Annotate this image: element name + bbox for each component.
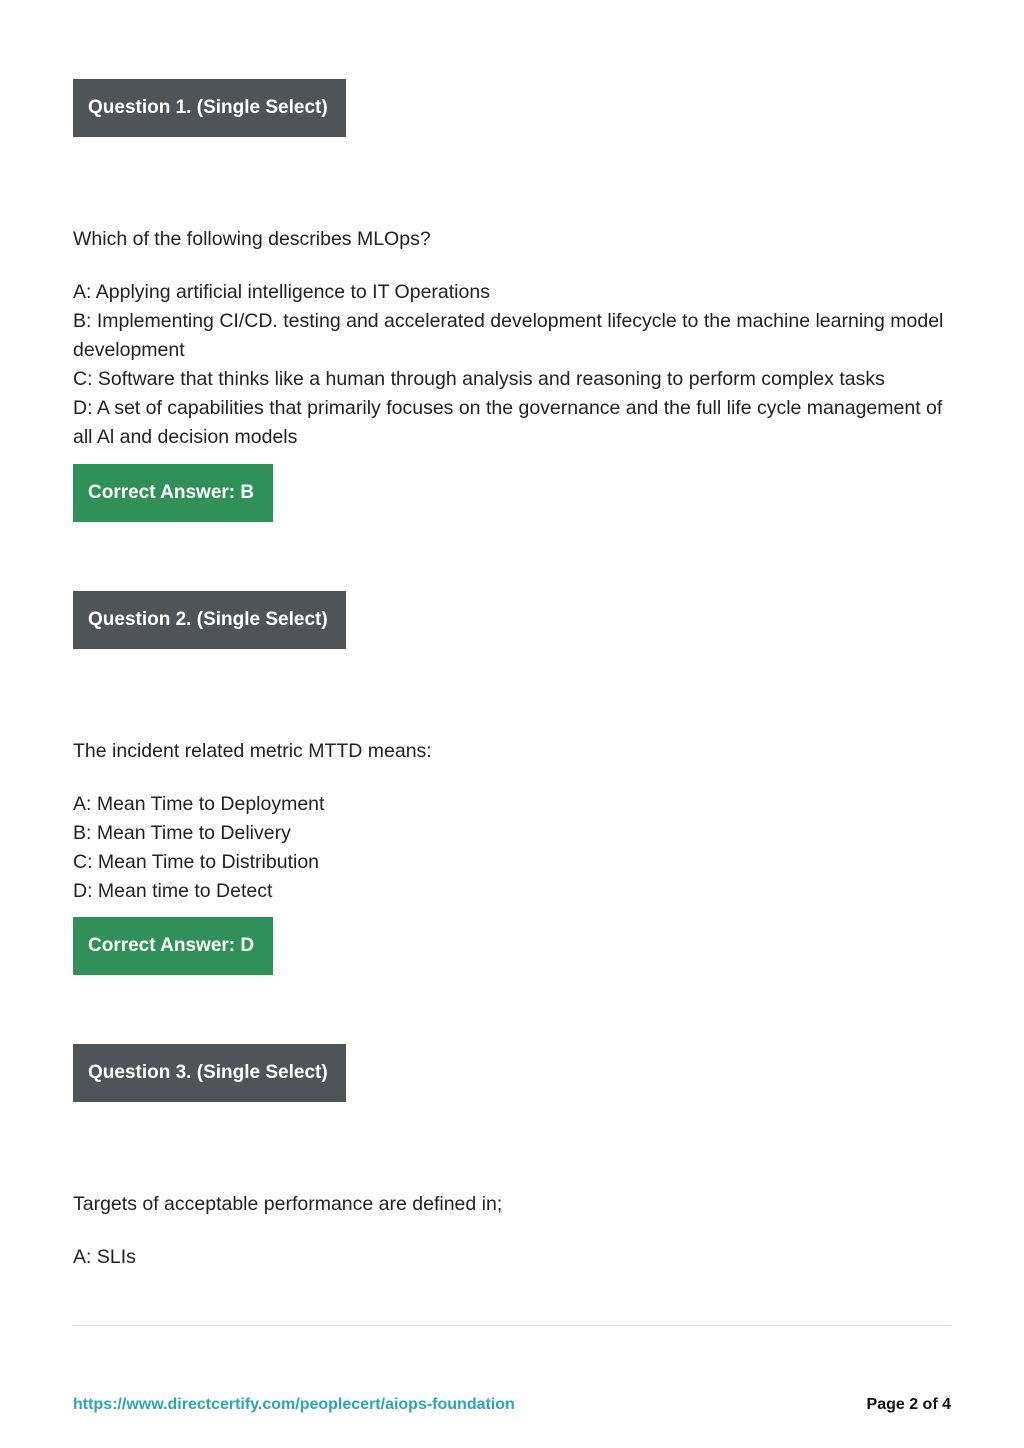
question-1-options <box>73 278 953 452</box>
page-number: Page 2 of 4 <box>866 1396 951 1413</box>
option-a: A: Mean Time to Deployment <box>73 793 325 815</box>
option-d: D: A set of capabilities that primarily focuses on the governance and the full life cycle management of all Al and decision models <box>73 397 943 448</box>
option-b: B: Mean Time to Delivery <box>73 822 291 844</box>
option-d: D: Mean time to Detect <box>73 880 273 902</box>
question-3-text: Targets of acceptable performance are defined in; <box>73 1193 503 1215</box>
question-2-correct-answer: Correct Answer: D <box>73 917 273 975</box>
option-c: C: Mean Time to Distribution <box>73 851 320 873</box>
question-1-text: Which of the following describes MLOps? <box>73 228 431 250</box>
question-1-correct-answer: Correct Answer: B <box>73 464 273 522</box>
option-c: C: Software that thinks like a human through analysis and reasoning to perform complex tasks <box>73 368 885 390</box>
question-2-header: Question 2. (Single Select) <box>73 591 346 649</box>
question-2-text: The incident related metric MTTD means: <box>73 740 432 762</box>
option-a: A: SLIs <box>73 1246 136 1268</box>
question-2-options <box>73 790 953 906</box>
option-b: B: Implementing CI/CD. testing and accelerated development lifecycle to the machine learning model development <box>73 310 944 361</box>
question-1-header: Question 1. (Single Select) <box>73 79 346 137</box>
footer-url-link[interactable]: https://www.directcertify.com/peoplecert/aiops-foundation <box>73 1396 515 1413</box>
question-3-header: Question 3. (Single Select) <box>73 1044 346 1102</box>
footer-divider <box>73 1325 951 1326</box>
question-3-options <box>73 1243 953 1272</box>
option-a: A: Applying artificial intelligence to IT Operations <box>73 281 490 303</box>
